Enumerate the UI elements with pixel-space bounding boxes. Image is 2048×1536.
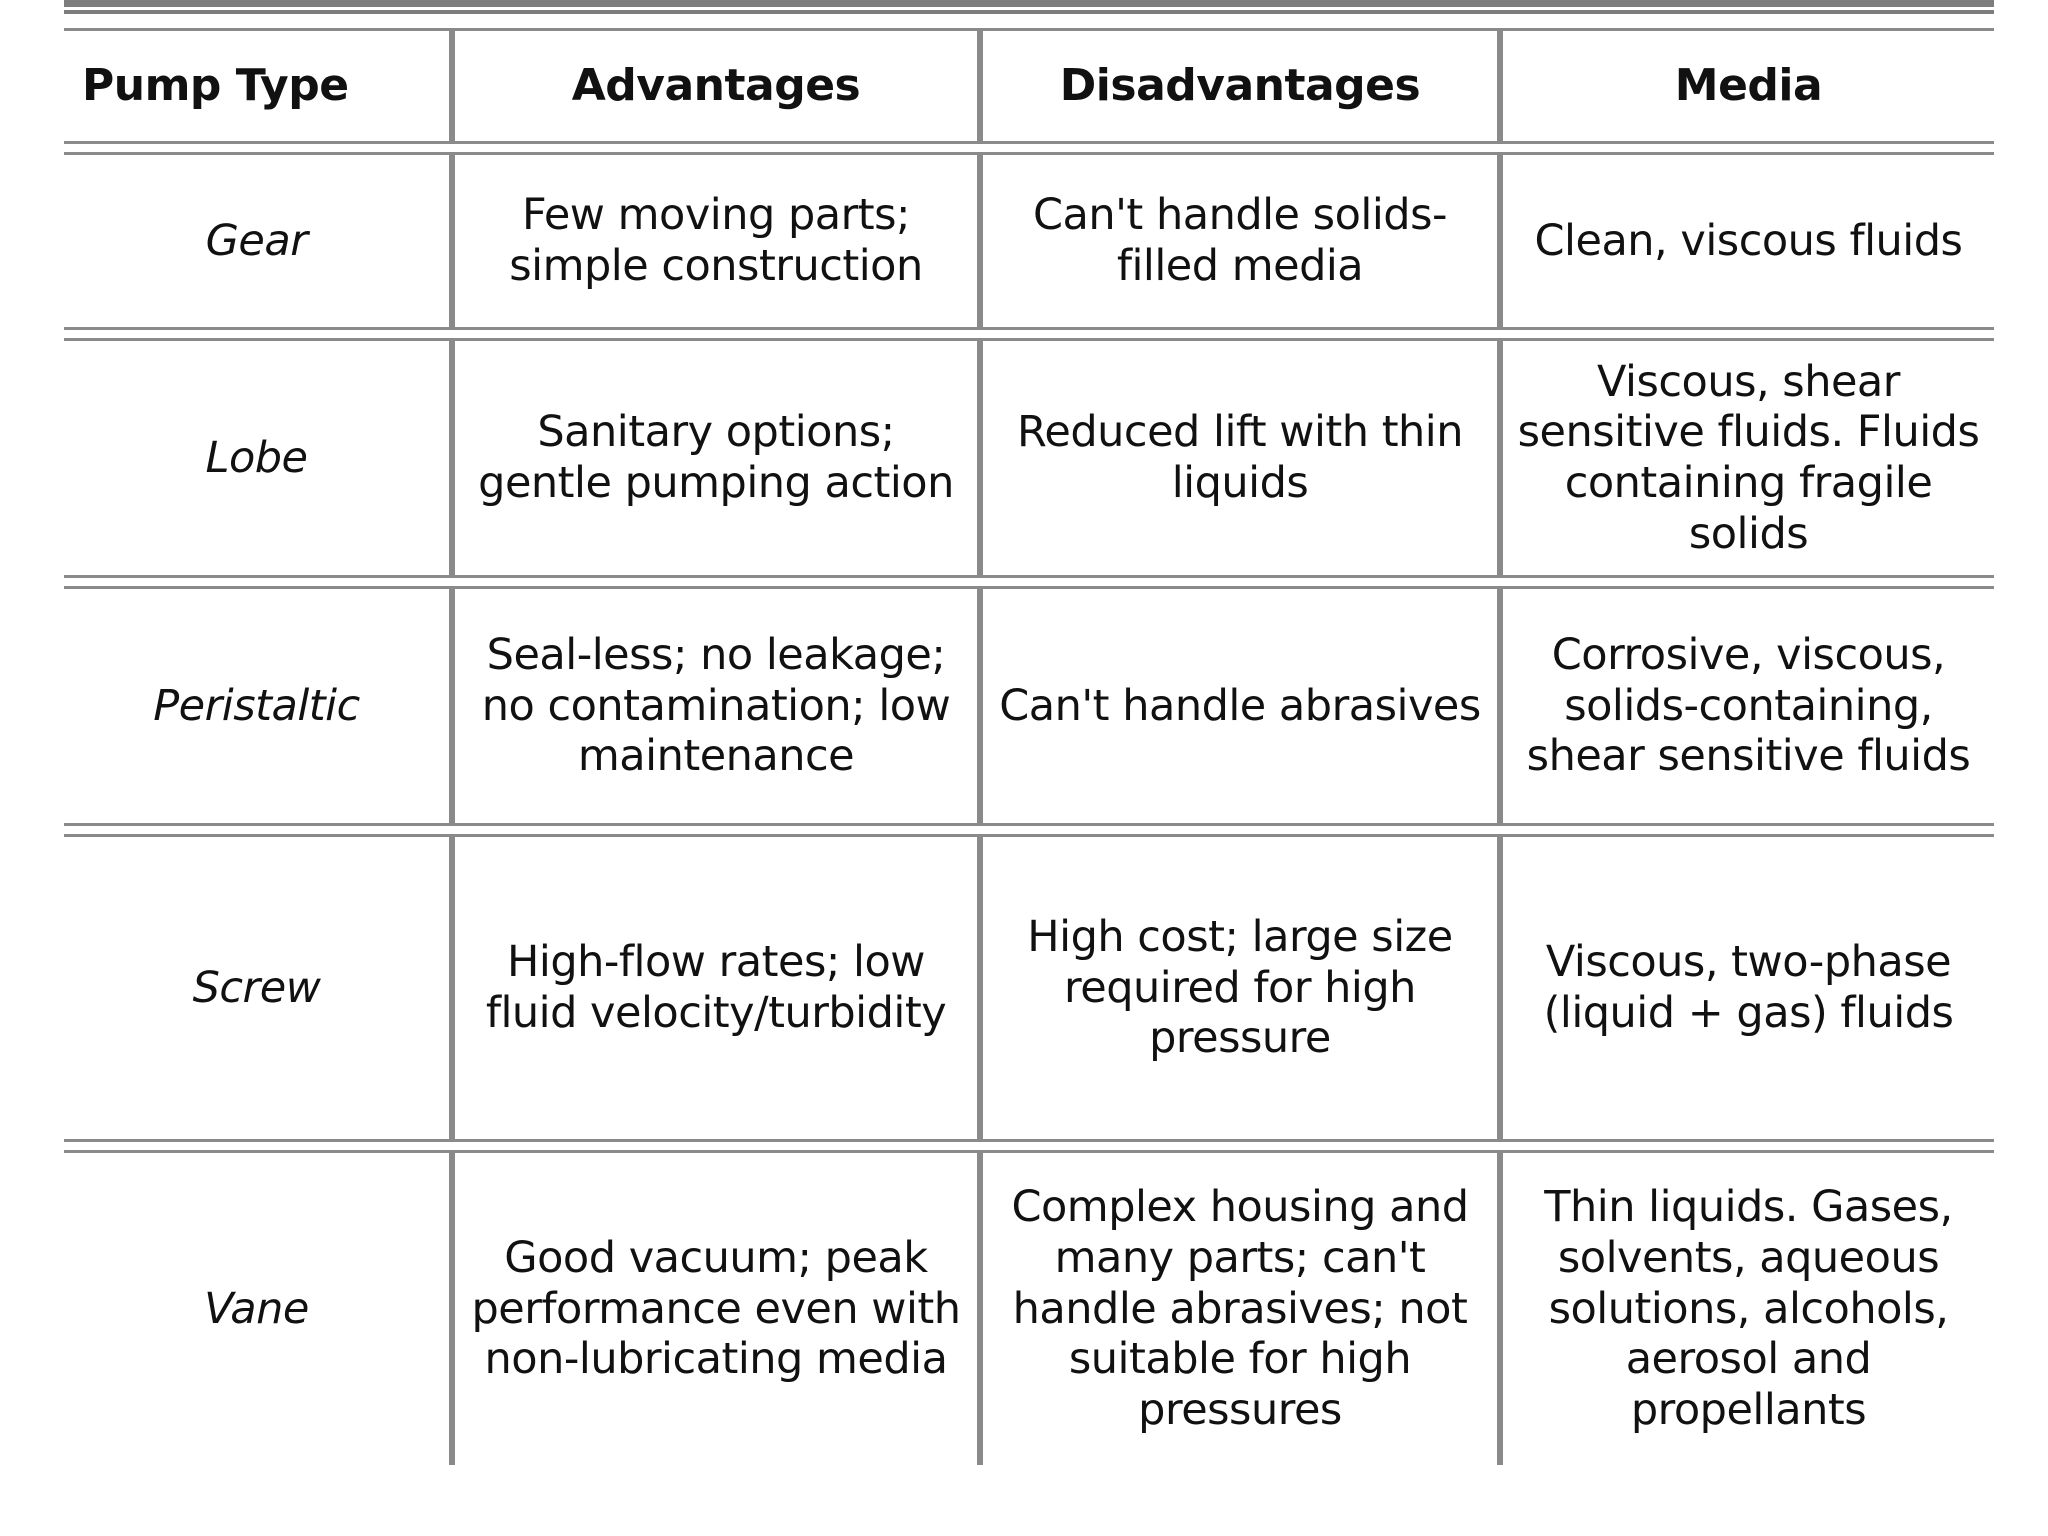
pump-type-cell: Gear bbox=[64, 152, 452, 330]
advantages-cell: Good vacuum; peak performance even with non-lubricating media bbox=[452, 1150, 980, 1465]
media-cell: Viscous, two-phase (liquid + gas) fluids bbox=[1500, 834, 1994, 1142]
header-pump-type: Pump Type bbox=[64, 28, 452, 144]
header-media: Media bbox=[1500, 28, 1994, 144]
disadvantages-cell: Reduced lift with thin liquids bbox=[980, 338, 1500, 578]
media-cell: Viscous, shear sensitive fluids. Fluids containing fragile solids bbox=[1500, 338, 1994, 578]
advantages-cell: Seal-less; no leakage; no contamination; low maintenance bbox=[452, 586, 980, 826]
pump-type-cell: Lobe bbox=[64, 338, 452, 578]
media-cell: Corrosive, viscous, solids-containing, shear sensitive fluids bbox=[1500, 586, 1994, 826]
table-row bbox=[64, 152, 1994, 330]
media-cell: Thin liquids. Gases, solvents, aqueous solutions, alcohols, aerosol and propellants bbox=[1500, 1150, 1994, 1465]
advantages-cell: High-flow rates; low fluid velocity/turbidity bbox=[452, 834, 980, 1142]
disadvantages-cell: Can't handle solids-filled media bbox=[980, 152, 1500, 330]
disadvantages-cell: Can't handle abrasives bbox=[980, 586, 1500, 826]
pump-type-cell: Screw bbox=[64, 834, 452, 1142]
header-disadvantages: Disadvantages bbox=[980, 28, 1500, 144]
pump-type-cell: Peristaltic bbox=[64, 586, 452, 826]
disadvantages-cell: High cost; large size required for high pressure bbox=[980, 834, 1500, 1142]
top-rule bbox=[64, 0, 1994, 14]
pump-comparison-table bbox=[64, 20, 1994, 1473]
table-row bbox=[64, 1150, 1994, 1465]
table-row bbox=[64, 338, 1994, 578]
table-row bbox=[64, 834, 1994, 1142]
table-row bbox=[64, 586, 1994, 826]
disadvantages-cell: Complex housing and many parts; can't handle abrasives; not suitable for high pressures bbox=[980, 1150, 1500, 1465]
pump-type-cell: Vane bbox=[64, 1150, 452, 1465]
advantages-cell: Sanitary options; gentle pumping action bbox=[452, 338, 980, 578]
media-cell: Clean, viscous fluids bbox=[1500, 152, 1994, 330]
table-header-row bbox=[64, 28, 1994, 144]
advantages-cell: Few moving parts; simple construction bbox=[452, 152, 980, 330]
header-advantages: Advantages bbox=[452, 28, 980, 144]
